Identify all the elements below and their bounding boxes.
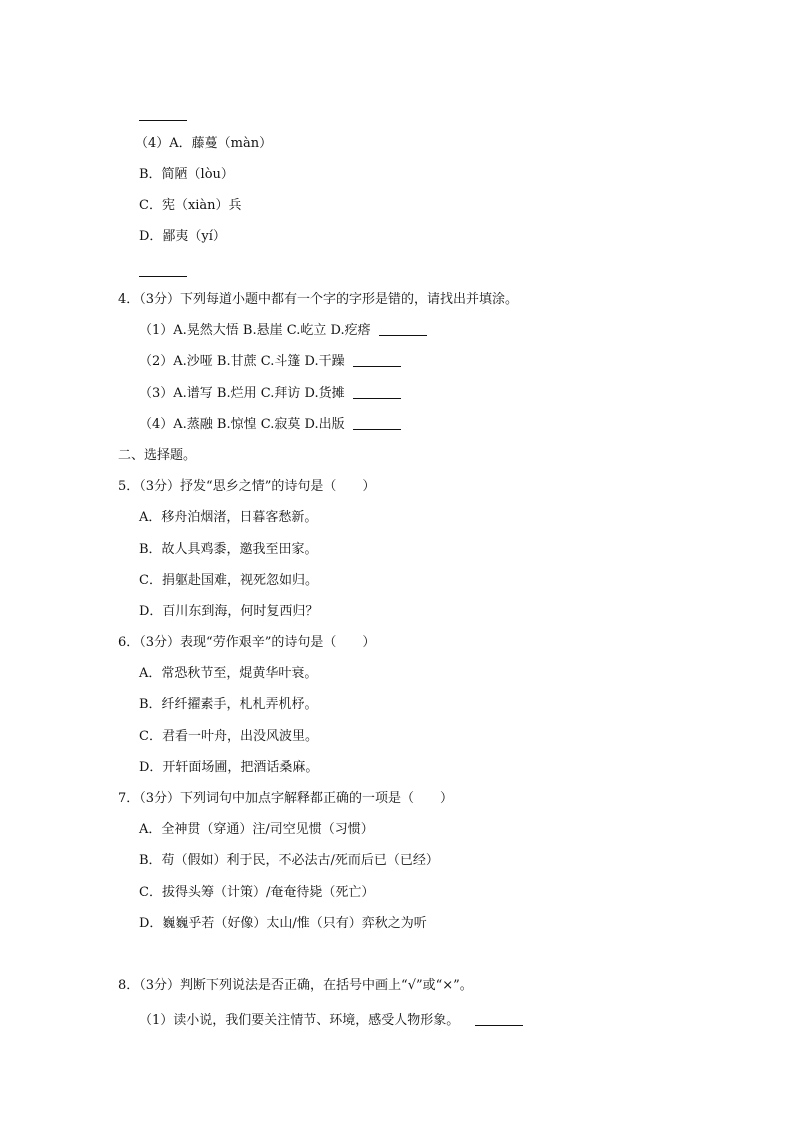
q8-item-1: [139, 1013, 523, 1029]
q4-item-2: [139, 354, 401, 370]
q3-option-b: B．简陋（lòu）: [139, 167, 234, 182]
q7-option-c: C．拔得头筹（计策）/奄奄待毙（死亡）: [139, 885, 375, 900]
q3-option-d: D．鄙夷（yí）: [139, 229, 226, 244]
answer-blank: [353, 429, 401, 430]
answer-blank: [139, 268, 187, 284]
answer-blank: [379, 335, 427, 336]
q4-item-text: （4）A.蒸融 B.惊惶 C.寂莫 D.出版: [139, 417, 345, 432]
q5-option-a: A．移舟泊烟渚，日暮客愁新。: [139, 510, 318, 525]
q5-stem: 5．（3分）抒发“思乡之情”的诗句是（ ）: [118, 479, 376, 494]
answer-blank: [475, 1025, 523, 1026]
q7-option-d: D．巍巍乎若（好像）太山/惟（只有）弈秋之为听: [139, 916, 427, 931]
q7-stem: 7．（3分）下列词句中加点字解释都正确的一项是（ ）: [118, 791, 454, 806]
q6-stem: 6．（3分）表现“劳作艰辛”的诗句是（ ）: [118, 635, 376, 650]
q6-option-b: B．纤纤擢素手，札札弄机杼。: [139, 697, 318, 712]
q4-stem: 4．（3分）下列每道小题中都有一个字的字形是错的，请找出并填涂。: [118, 292, 519, 307]
answer-blank: [353, 398, 401, 399]
answer-blank: [139, 112, 187, 128]
q4-item-4: [139, 417, 401, 433]
q7-option-b: B．苟（假如）利于民，不必法古/死而后已（已经）: [139, 853, 439, 868]
q5-option-c: C．捐躯赴国难，视死忽如归。: [139, 573, 318, 588]
q6-option-a: A．常恐秋节至，焜黄华叶衰。: [139, 666, 318, 681]
q5-option-d: D．百川东到海，何时复西归？: [139, 604, 319, 619]
q4-item-3: [139, 386, 401, 402]
q4-item-text: （3）A.谱写 B.烂用 C.拜访 D.货摊: [139, 386, 345, 401]
q4-item-1: [139, 323, 427, 339]
q3-option-c: C．宪（xiàn）兵: [139, 198, 242, 213]
q6-option-c: C．君看一叶舟，出没风波里。: [139, 729, 318, 744]
section-heading: 二、选择题。: [118, 448, 197, 463]
q8-stem: 8．（3分）判断下列说法是否正确，在括号中画上“√”或“×”。: [118, 978, 473, 993]
q6-option-d: D．开轩面场圃，把酒话桑麻。: [139, 760, 319, 775]
q4-item-text: （1）A.晃然大悟 B.悬崖 C.屹立 D.疙瘩: [139, 323, 371, 338]
q7-option-a: A．全神贯（穿通）注/司空见惯（习惯）: [139, 822, 374, 837]
q3-option-4a: （4）A．藤蔓（màn）: [135, 136, 273, 151]
q5-option-b: B．故人具鸡黍，邀我至田家。: [139, 542, 318, 557]
q8-item-text: （1）读小说，我们要关注情节、环境，感受人物形象。: [139, 1013, 460, 1028]
answer-blank: [353, 366, 401, 367]
q4-item-text: （2）A.沙哑 B.甘蔗 C.斗篷 D.干躁: [139, 354, 345, 369]
